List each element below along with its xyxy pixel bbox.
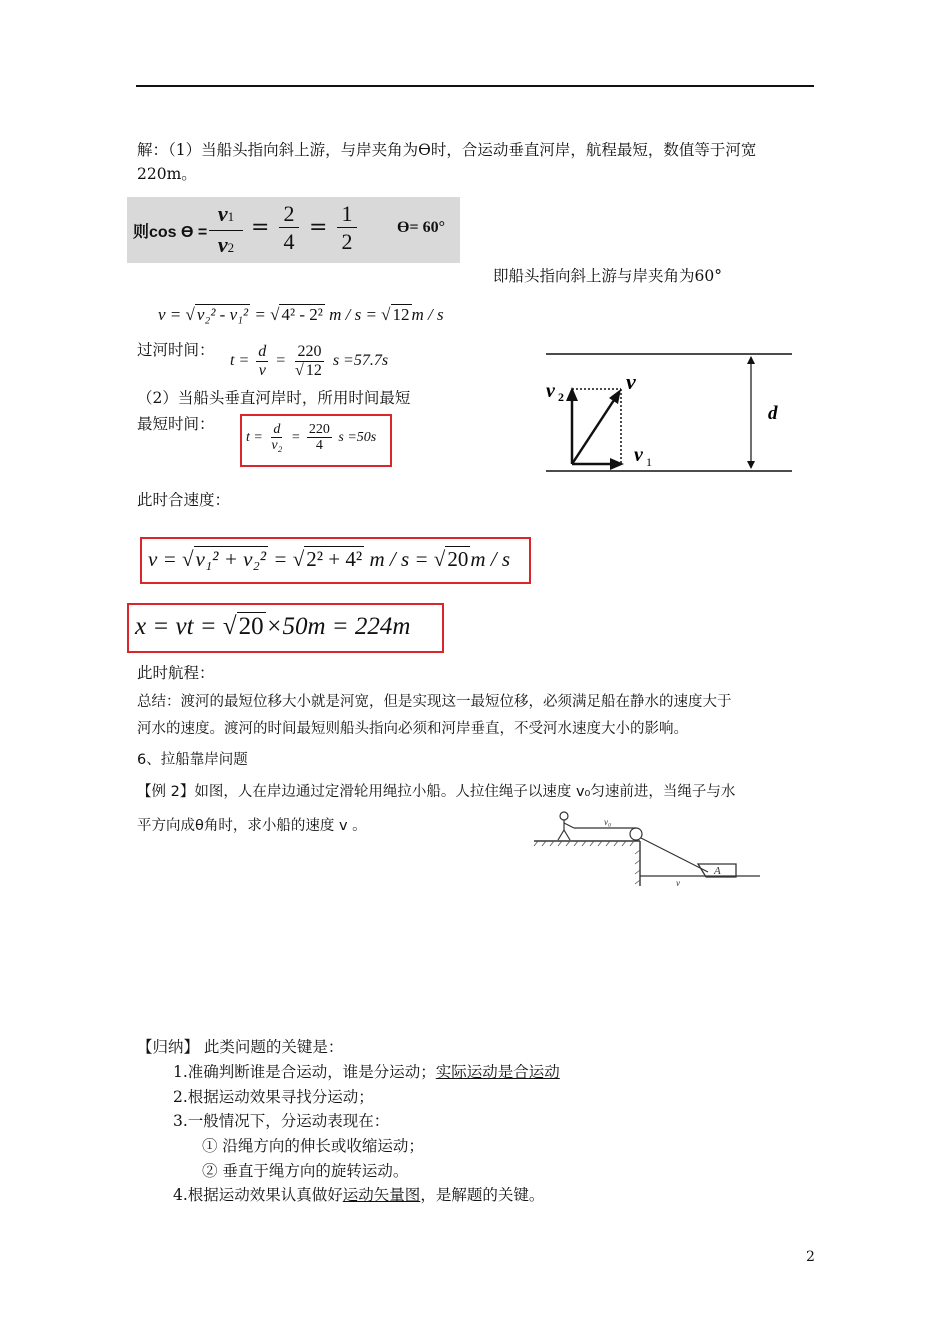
example2-line-2: 平方向成θ角时，求小船的速度 v 。 (137, 818, 367, 834)
shortest-time-equation: t = $\frac{d}{\text{v₂}}$ = $\frac{220}{4}$ s =50s (246, 422, 377, 454)
part2-line: （2）当船头垂直河岸时，所用时间最短 (137, 389, 411, 407)
resultant-velocity-box (140, 537, 531, 584)
conclusion-item-3: 3.一般情况下，分运动表现在： (173, 1112, 390, 1130)
v1-label: v (634, 444, 643, 466)
cross-time-equation: t = $\frac{d}{v}$ = $\frac{220}{√ 12}$ s =57.7s (230, 343, 389, 379)
cross-time-label: 过河时间： (137, 341, 215, 359)
river-vector-diagram (540, 345, 795, 480)
angle-note: 即船头指向斜上游与岸夹角为60° (493, 267, 722, 285)
v2-subscript: 2 (558, 390, 564, 404)
conclusion-subitem-2: ② 垂直于绳方向的旋转运动。 (202, 1162, 409, 1180)
summary-line-2: 河水的速度。渡河的时间最短则船头指向必须和河岸垂直，不受河水速度大小的影响。 (137, 721, 688, 737)
conclusion-subitem-1: ① 沿绳方向的伸长或收缩运动； (202, 1137, 424, 1155)
path-label: 此时航程： (137, 664, 215, 682)
d-label: d (768, 403, 778, 424)
solution-line-1: 解：（1）当船头指向斜上游，与岸夹角为ϴ时，合运动垂直河岸，航程最短，数值等于河宽 (137, 141, 757, 159)
pulley-boat-diagram (530, 808, 765, 888)
section6-title: 6、拉船靠岸问题 (137, 752, 248, 768)
shortest-time-box (240, 414, 392, 467)
page-number: 2 (806, 1249, 815, 1265)
conclusion-heading: 【归纳】 此类问题的关键是： (137, 1038, 344, 1056)
displacement-equation: x = vt = √20×50m = 224m (135, 613, 411, 640)
v-label: v (626, 369, 636, 394)
conclusion-item-1: 1.准确判断谁是合运动，谁是分运动；实际运动是合运动 (173, 1063, 560, 1081)
theta-result: ϴ= 60° (397, 219, 445, 236)
resultant-velocity-equation: v = √v₁² + v₂² = √2² + 4² m / s = √20m / s (148, 547, 510, 571)
v1-subscript: 1 (646, 455, 652, 469)
cos-fraction-1: v1 v2 (209, 201, 243, 262)
v-equation: v = √ v₂² - v₁² = √ 4² - 2² m / s = √ 12 m / s (158, 305, 444, 324)
displacement-box (127, 603, 444, 653)
v2-label: v (546, 380, 555, 402)
v0-label: v₀ (604, 817, 612, 827)
cos-formula-box: 则cos ϴ = v1 v2 = 2 4 = 1 2 ϴ= 60° (127, 197, 460, 263)
header-rule (136, 85, 814, 87)
solution-line-2: 220m。 (137, 165, 197, 183)
conclusion-item-1-underlined: 实际运动是合运动 (435, 1063, 560, 1081)
resultant-velocity-label: 此时合速度： (137, 491, 231, 509)
cos-fraction-2: 2 4 (279, 201, 299, 256)
conclusion-item-2: 2.根据运动效果寻找分运动； (173, 1088, 374, 1106)
boat-label-A: A (714, 865, 721, 877)
conclusion-item-4-underlined: 运动矢量图 (342, 1186, 421, 1204)
conclusion-item-4: 4.根据运动效果认真做好运动矢量图，是解题的关键。 (173, 1186, 545, 1204)
cos-fraction-3: 1 2 (337, 201, 357, 256)
cos-label: 则cos ϴ = (133, 224, 208, 241)
v-boat-label: v (676, 878, 680, 888)
example2-line-1: 【例 2】如图，人在岸边通过定滑轮用绳拉小船。人拉住绳子以速度 v₀匀速前进，当绳子与水 (137, 784, 736, 800)
summary-line-1: 总结：渡河的最短位移大小就是河宽，但是实现这一最短位移，必须满足船在静水的速度大于 (137, 694, 732, 710)
shortest-time-label: 最短时间： (137, 415, 215, 433)
